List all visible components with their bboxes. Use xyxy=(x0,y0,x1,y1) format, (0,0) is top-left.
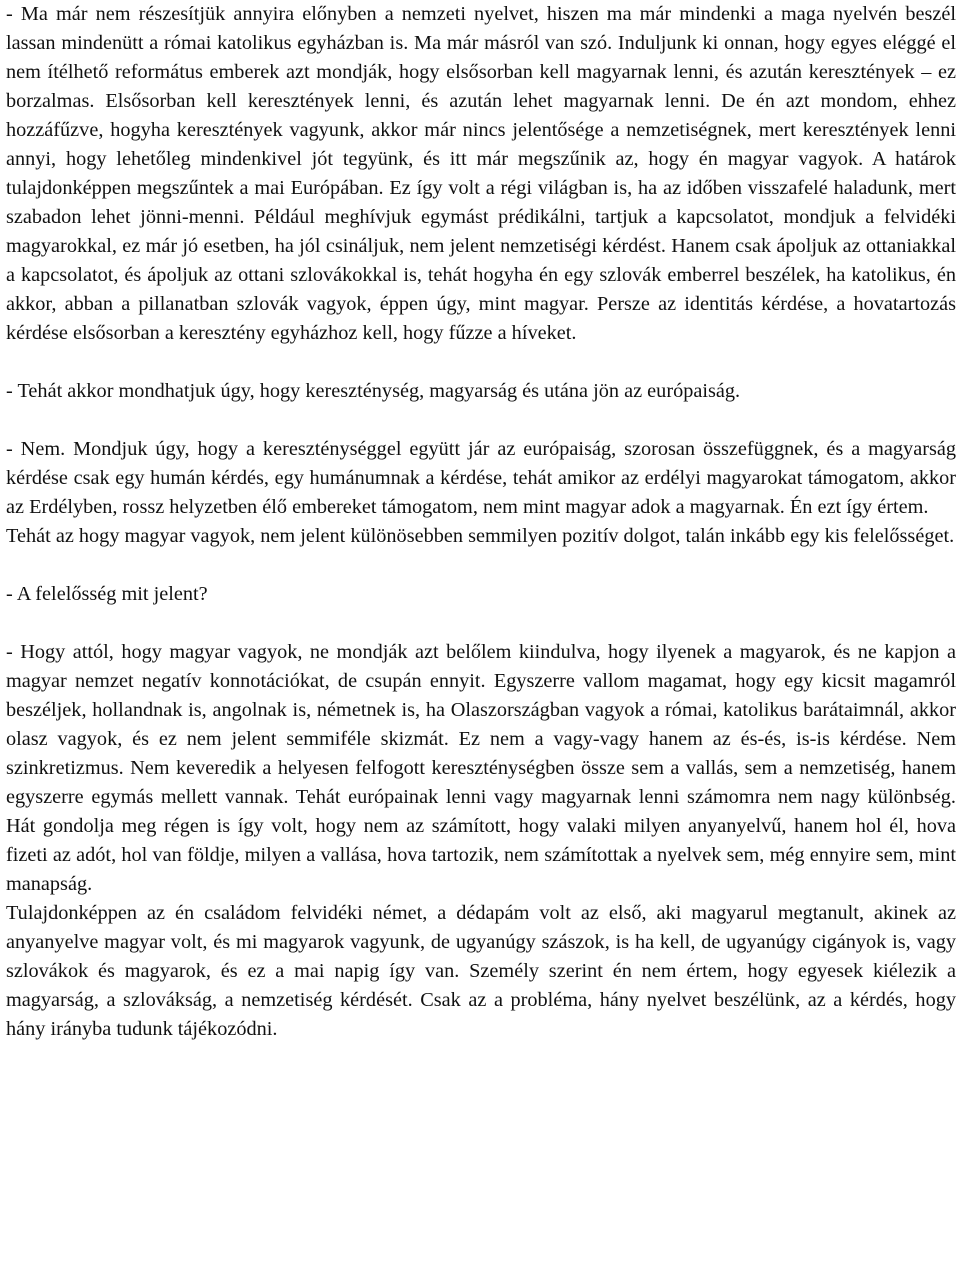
paragraph-gap xyxy=(6,348,956,377)
answer-paragraph-nationality: - Ma már nem részesítjük annyira előnyben a nemzeti nyelvet, hiszen ma már mindenki a maga nyelvén beszél lassan mindenütt a római katolikus egyházban is. Ma már másról van szó. Induljunk ki onnan, hogy egyes eléggé el nem ítélhető református emberek azt mondják, hogy elsősorban kell magyarnak lenni, és azután keresztények – ez borzalmas. Elsősorban kell keresztények lenni, és azután lehet magyarnak lenni. De én azt mondom, ehhez hozzáfűzve, hogyha keresztények vagyunk, akkor már nincs jelentősége a nemzetiségnek, mert keresztények lenni annyi, hogy lehetőleg mindenkivel jót tegyünk, és itt már megszűnik az, hogy én magyar vagyok. A határok tulajdonképpen megszűntek a mai Európában. Ez így volt a régi világban is, ha az időben visszafelé haladunk, mert szabadon lehet jönni-menni. Például meghívjuk egymást prédikálni, tartjuk a kapcsolatot, mondjuk a felvidéki magyarokkal, ez már jó esetben, ha jól csináljuk, nem jelent nemzetiségi kérdést. Hanem csak ápoljuk az ottaniakkal a kapcsolatot, és ápoljuk az ottani szlovákokkal is, tehát hogyha én egy szlovák emberrel beszélek, ha katolikus, én akkor, abban a pillanatban szlovák vagyok, éppen úgy, mint magyar. Persze az identitás kérdése, a hovatartozás kérdése elsősorban a keresztény egyházhoz kell, hogy fűzze a híveket. xyxy=(6,3,956,344)
question-paragraph-responsibility: - A felelősség mit jelent? xyxy=(6,583,208,605)
paragraph-gap xyxy=(6,406,956,435)
answer-paragraph-responsibility-note: Tehát az hogy magyar vagyok, nem jelent különösebben semmilyen pozitív dolgot, talán inkább egy kis felelősséget. xyxy=(6,525,955,547)
answer-paragraph-no: - Nem. Mondjuk úgy, hogy a kereszténységgel együtt jár az európaiság, szorosan összefüggnek, és a magyarság kérdése csak egy humán kérdés, egy humánumnak a kérdése, tehát amikor az erdélyi magyarokat támogatom, akkor az Erdélyben, rossz helyzetben élő embereket támogatom, nem mint magyar adok a magyarnak. Én ezt így értem. xyxy=(6,438,956,518)
question-paragraph-europeanness: - Tehát akkor mondhatjuk úgy, hogy kereszténység, magyarság és utána jön az európaiság. xyxy=(6,380,741,402)
paragraph-gap xyxy=(6,609,956,638)
answer-paragraph-family: Tulajdonképpen az én családom felvidéki német, a dédapám volt az első, aki magyarul megtanult, akinek az anyanyelve magyar volt, és mi magyarok vagyunk, de ugyanúgy szászok, is ha kell, de ugyanúgy cigányok is, vagy szlovákok és magyarok, és ez a mai napig így van. Személy szerint én nem értem, hogy egyesek kiélezik a magyarság, a szlovákság, a nemzetiség kérdését. Csak az a probléma, hány nyelvet beszélünk, az a kérdés, hogy hány irányba tudunk tájékozódni. xyxy=(6,902,956,1040)
answer-paragraph-identity: - Hogy attól, hogy magyar vagyok, ne mondják azt belőlem kiindulva, hogy ilyenek a magyarok, és ne kapjon a magyar nemzet negatív konnotációkat, de csupán ennyit. Egyszerre vallom magamat, hogy egy kicsit magamról beszéljek, hollandnak is, angolnak is, németnek is, ha Olaszországban vagyok a római, katolikus barátaimnál, akkor olasz vagyok, és ez nem jelent semmiféle skizmát. Ez nem a vagy-vagy hanem az és-és, is-is kérdése. Nem szinkretizmus. Nem keveredik a helyesen felfogott kereszténységben össze sem a vallás, sem a nemzetiség, hanem egyszerre egymás mellett vannak. Tehát európainak lenni vagy magyarnak lenni számomra nem nagy különbség. Hát gondolja meg régen is így volt, hogy nem az számított, hogy valaki milyen anyanyelvű, hanem hol él, hova fizeti az adót, hol van földje, milyen a vallása, hova tartozik, nem számítottak a nyelvek sem, még ennyire sem, mint manapság. xyxy=(6,641,956,895)
paragraph-gap xyxy=(6,551,956,580)
